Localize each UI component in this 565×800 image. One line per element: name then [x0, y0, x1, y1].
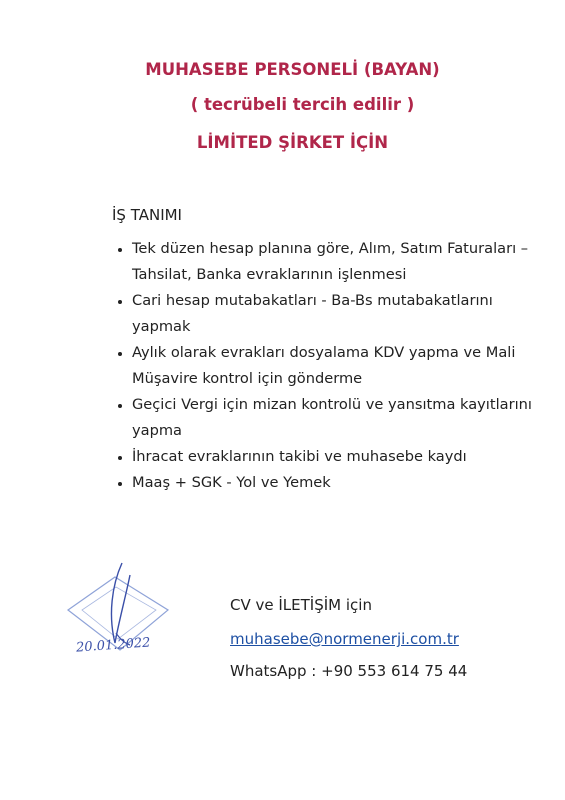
list-item: • Cari hesap mutabakatları - Ba-Bs mutabakatlarını yapmak	[132, 288, 552, 340]
list-item: • Aylık olarak evrakları dosyalama KDV yapma ve Mali Müşavire kontrol için gönderme	[132, 340, 552, 392]
stamp-date: 20.01.2022	[75, 635, 151, 656]
posting-title: MUHASEBE PERSONELİ (BAYAN)	[145, 60, 440, 79]
company-type-title: LİMİTED ŞİRKET İÇİN	[196, 133, 389, 152]
posting-subtitle: ( tecrübeli tercih edilir )	[190, 95, 415, 114]
duties-list	[100, 236, 552, 496]
contact-heading: CV ve İLETİŞİM için	[230, 596, 372, 614]
contact-whatsapp: WhatsApp : +90 553 614 75 44	[230, 662, 468, 680]
list-item: • Maaş + SGK - Yol ve Yemek	[132, 470, 552, 496]
list-item: • Tek düzen hesap planına göre, Alım, Satım Faturaları – Tahsilat, Banka evraklarının işlenmesi	[132, 236, 552, 288]
list-item: • İhracat evraklarının takibi ve muhasebe kaydı	[132, 444, 552, 470]
contact-email-link[interactable]: muhasebe@normenerji.com.tr	[230, 630, 459, 648]
section-title-job-description: İŞ TANIMI	[112, 206, 182, 224]
list-item: • Geçici Vergi için mizan kontrolü ve yansıtma kayıtlarını yapma	[132, 392, 552, 444]
